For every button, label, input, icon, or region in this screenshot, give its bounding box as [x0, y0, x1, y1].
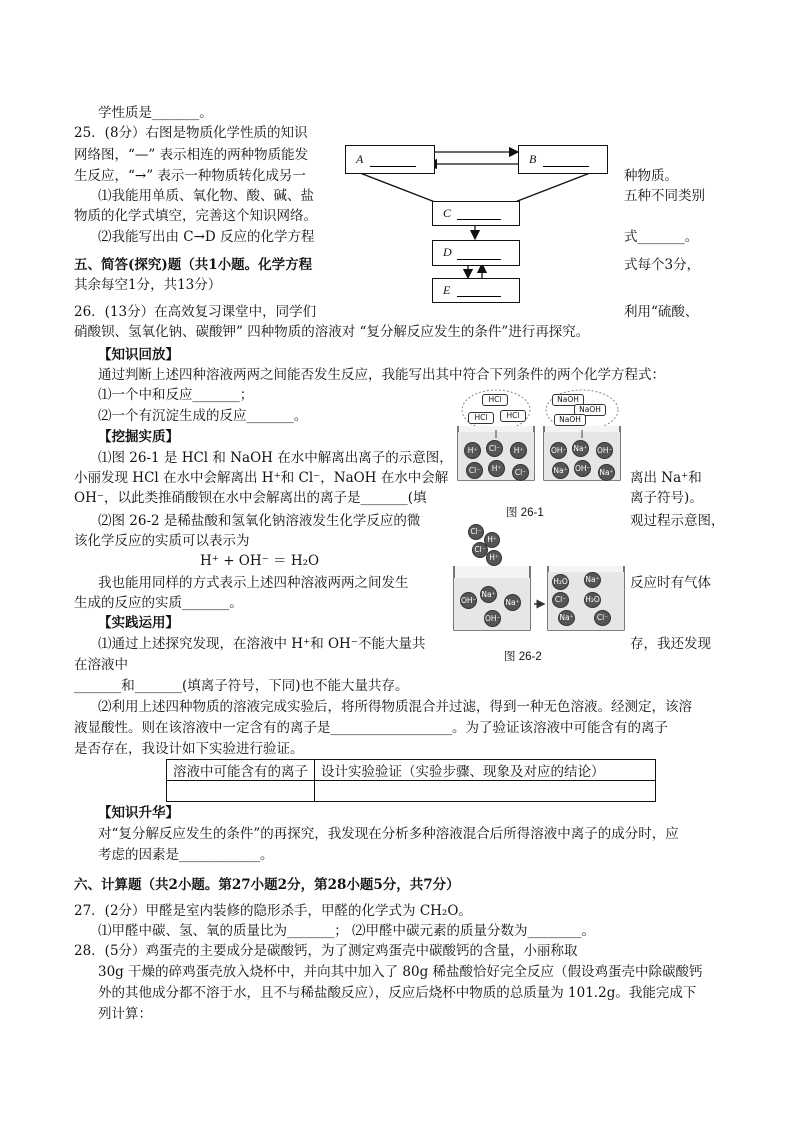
recall-line-2: ⑴一个中和反应_______； [98, 387, 254, 403]
figure-26-1-caption: 图 26-1 [506, 507, 544, 519]
dig-line-5: 该化学反应的实质可以表示为 [74, 533, 250, 549]
ion-drop: Cl⁻ [468, 524, 484, 540]
ion: Na⁺ [480, 586, 497, 603]
table-cell-answer-experiment[interactable] [315, 781, 656, 802]
ion: Cl⁻ [512, 464, 529, 481]
table-cell-answer-ions[interactable] [167, 781, 315, 802]
dig-line-3-right: 离子符号)。 [630, 490, 703, 506]
dig-line-4: ⑵图 26-2 是稀盐酸和氢氧化钠溶液发生化学反应的微 [98, 513, 421, 529]
ion: Cl⁻ [466, 462, 483, 479]
ion-drop: Cl⁻ [472, 542, 488, 558]
upgrade-line-2: 考虑的因素是____________。 [98, 847, 274, 863]
q25-line-6-right: 式_______。 [624, 229, 699, 245]
q28-line-3: 外的其他成分都不溶于水，且不与稀盐酸反应），反应后烧杯中物质的总质量为 101.2g。我能完成下 [98, 985, 697, 1001]
q25-line-4-right: 五种不同类别 [624, 188, 705, 204]
heading-knowledge-recall: 【知识回放】 [98, 347, 179, 363]
heading-practice: 【实践运用】 [98, 615, 179, 631]
box-c-label: C [443, 206, 452, 220]
box-e-blank [457, 296, 501, 297]
dig-line-2: 小丽发现 HCl 在水中会解离出 H⁺和 Cl⁻，NaOH 在水中会解 [74, 470, 449, 486]
recall-line-1: 通过判断上述四种溶液两两之间能否发生反应，我能写出其中符合下列条件的两个化学方程式： [98, 367, 665, 383]
ion: Cl⁻ [486, 440, 503, 457]
line-a-c [360, 173, 435, 202]
q27-line-2: ⑴甲醛中碳、氢、氧的质量比为_______； ⑵甲醛中碳元素的质量分数为________。 [98, 923, 596, 939]
q25-line-4: ⑴我能用单质、氧化物、酸、碱、盐 [98, 188, 314, 204]
table-row [167, 781, 656, 802]
particle: H₂O [584, 592, 601, 608]
molecule-hcl: HCl [500, 410, 526, 422]
section-5-heading-right: 式每个3分， [624, 257, 701, 273]
knowledge-network-diagram [340, 140, 610, 305]
practice-line-5: 液显酸性。则在该溶液中一定含有的离子是__________________。为了验证该溶液中可能含有的离子 [74, 720, 668, 736]
heading-dig-essence: 【挖掘实质】 [98, 429, 179, 445]
ion: H⁺ [510, 442, 527, 459]
practice-line-1-right: 存，我还发现 [630, 636, 711, 652]
ion: Na⁺ [552, 462, 569, 479]
section-6-heading: 六、计算题（共2小题。第27小题2分，第28小题5分，共7分） [74, 877, 460, 893]
figure-26-2-caption: 图 26-2 [504, 651, 542, 663]
box-d-blank [457, 259, 501, 260]
practice-line-4: ⑵利用上述四种物质的溶液完成实验后，将所得物质混合并过滤，得到一种无色溶液。经测定，该溶 [98, 699, 692, 715]
recall-line-3: ⑵一个有沉淀生成的反应_______。 [98, 408, 308, 424]
figure-26-1 [452, 386, 624, 519]
ion: H⁺ [464, 442, 481, 459]
molecule-naoh: NaOH [574, 404, 606, 416]
molecule-hcl: HCl [482, 394, 508, 406]
ion: Na⁺ [572, 440, 589, 457]
molecule-naoh: NaOH [554, 414, 586, 426]
particle: H₂O [552, 574, 569, 590]
table-header-experiment: 设计实验验证（实验步骤、现象及对应的结论） [315, 760, 656, 781]
ion: Na⁺ [504, 594, 521, 611]
q28-line-4: 列计算： [98, 1006, 152, 1022]
ion: OH⁻ [460, 592, 477, 609]
ion: OH⁻ [574, 460, 591, 477]
q27-line-1: 27．(2分）甲醛是室内装修的隐形杀手，甲醛的化学式为 CH₂O。 [74, 903, 472, 919]
box-a-blank [370, 166, 416, 167]
figure-26-2 [448, 520, 628, 663]
box-a [345, 145, 435, 174]
practice-line-3: _______和_______(填离子符号，下同)也不能大量共存。 [74, 678, 409, 694]
verification-table [166, 759, 656, 802]
ion: OH⁻ [550, 442, 567, 459]
ion-drop: H⁺ [486, 550, 502, 566]
line-b-c [515, 173, 590, 202]
ion: OH⁻ [484, 610, 501, 627]
ion: Na⁺ [598, 464, 615, 481]
box-e-label: E [443, 283, 451, 297]
dig-line-4-right: 观过程示意图， [630, 513, 725, 529]
q28-line-2: 30g 干燥的碎鸡蛋壳放入烧杯中，并向其中加入了 80g 稀盐酸恰好完全反应（假设鸡蛋壳中除碳酸钙 [98, 964, 703, 980]
q26-line-1-right: 利用“硫酸、 [624, 304, 699, 320]
q25-line-2: 网络图，“—” 表示相连的两种物质能发 [74, 147, 309, 163]
dig-line-3: OH⁻，以此类推硝酸钡在水中会解离出的离子是_______(填 [74, 490, 427, 506]
dig-line-2-right: 离出 Na⁺和 [630, 470, 702, 486]
particle: Na⁺ [558, 610, 575, 626]
box-b [518, 145, 608, 174]
q25-line-6: ⑵我能写出由 C→D 反应的化学方程 [98, 229, 315, 245]
q25-line-1: 25．(8分）右图是物质化学性质的知识 [74, 125, 308, 141]
molecule-hcl: HCl [468, 412, 494, 424]
q25-line-3: 生反应，“→” 表示一种物质转化成另一 [74, 168, 306, 184]
dig-line-7: 生成的反应的实质_______。 [74, 595, 243, 611]
dig-line-6: 我也能用同样的方式表示上述四种溶液两两之间发生 [98, 575, 409, 591]
section-5-heading: 五、简答(探究)题（共1小题。化学方程 [74, 257, 313, 273]
box-b-label: B [529, 152, 537, 166]
dig-line-6-right: 反应时有气体 [630, 575, 711, 591]
q26-line-2: 硝酸钡、氢氧化钠、碳酸钾” 四种物质的溶液对 “复分解反应发生的条件”进行再探究。 [74, 324, 590, 340]
upgrade-line-1: 对“复分解反应发生的条件”的再探究，我发现在分析多种溶液混合后所得溶液中离子的成分时，应 [98, 826, 679, 842]
q28-line-1: 28．(5分）鸡蛋壳的主要成分是碳酸钙，为了测定鸡蛋壳中碳酸钙的含量，小丽称取 [74, 943, 578, 959]
particle: Cl⁻ [552, 592, 569, 608]
box-c-blank [457, 219, 501, 220]
particle: Na⁺ [584, 572, 601, 588]
ion-drop: H⁺ [484, 532, 500, 548]
particle: Cl⁻ [594, 610, 611, 626]
reaction-equation: H⁺ + OH⁻ ＝ H₂O [200, 553, 320, 569]
heading-knowledge-upgrade: 【知识升华】 [98, 805, 179, 821]
box-a-label: A [356, 152, 364, 166]
q26-line-1: 26．(13分）在高效复习课堂中，同学们 [74, 304, 317, 320]
table-header-ions: 溶液中可能含有的离子 [167, 760, 315, 781]
practice-line-1: ⑴通过上述探究发现，在溶液中 H⁺和 OH⁻不能大量共 [98, 636, 426, 652]
q25-line-3-right: 种物质。 [624, 168, 678, 184]
ion: H⁺ [488, 460, 505, 477]
box-c [432, 201, 520, 226]
practice-line-2: 在溶液中 [74, 657, 128, 673]
dig-line-1: ⑴图 26-1 是 HCl 和 NaOH 在水中解离出离子的示意图， [98, 450, 453, 466]
box-e [432, 278, 520, 303]
molecule-naoh: NaOH [552, 394, 584, 406]
prev-question-tail: 学性质是_______。 [98, 105, 213, 121]
section-5-heading-2: 其余每空1分，共13分） [74, 277, 222, 293]
q25-line-5: 物质的化学式填空，完善这个知识网络。 [74, 208, 317, 224]
table-row [167, 760, 656, 781]
box-b-blank [543, 166, 589, 167]
box-d-label: D [443, 245, 452, 259]
ion: OH⁻ [596, 442, 613, 459]
box-d [432, 240, 520, 266]
practice-line-6: 是否存在，我设计如下实验进行验证。 [74, 741, 304, 757]
